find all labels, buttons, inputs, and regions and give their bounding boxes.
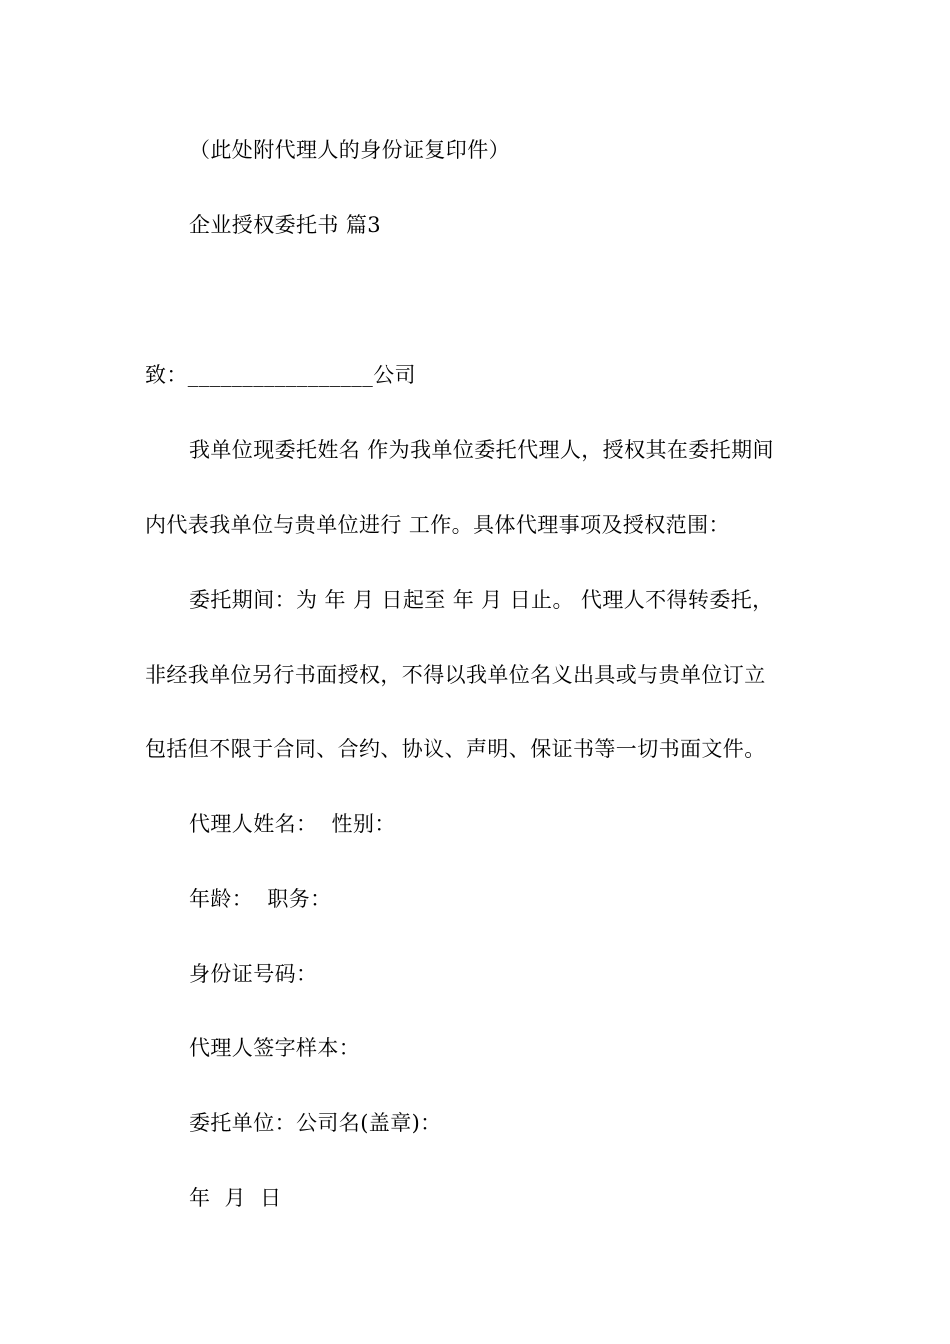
entrust-period-line-3: 包括但不限于合同、合约、协议、声明、保证书等一切书面文件。 <box>145 737 766 761</box>
agent-signature-sample-field: 代理人签字样本： <box>189 1036 361 1060</box>
attachment-note: （此处附代理人的身份证复印件） <box>189 138 510 162</box>
entrust-period-line-2: 非经我单位另行书面授权，不得以我单位名义出具或与贵单位订立 <box>145 663 766 687</box>
body-paragraph-line-2: 内代表我单位与贵单位进行 工作。具体代理事项及授权范围： <box>145 513 730 537</box>
entrust-period-line-1: 委托期间：为 年 月 日起至 年 月 日止。 代理人不得转委托， <box>189 588 774 612</box>
entrusting-unit-field: 委托单位：公司名(盖章)： <box>189 1111 442 1135</box>
agent-age-position-field: 年龄： 职务： <box>189 887 332 911</box>
addressee-line: 致：_________________公司 <box>145 363 416 387</box>
body-paragraph-line-1: 我单位现委托姓名 作为我单位委托代理人，授权其在委托期间 <box>189 438 774 462</box>
section-title: 企业授权委托书 篇3 <box>189 213 382 237</box>
date-field: 年 月 日 <box>189 1186 282 1210</box>
agent-name-gender-field: 代理人姓名： 性别： <box>189 812 396 836</box>
agent-id-number-field: 身份证号码： <box>189 962 318 986</box>
